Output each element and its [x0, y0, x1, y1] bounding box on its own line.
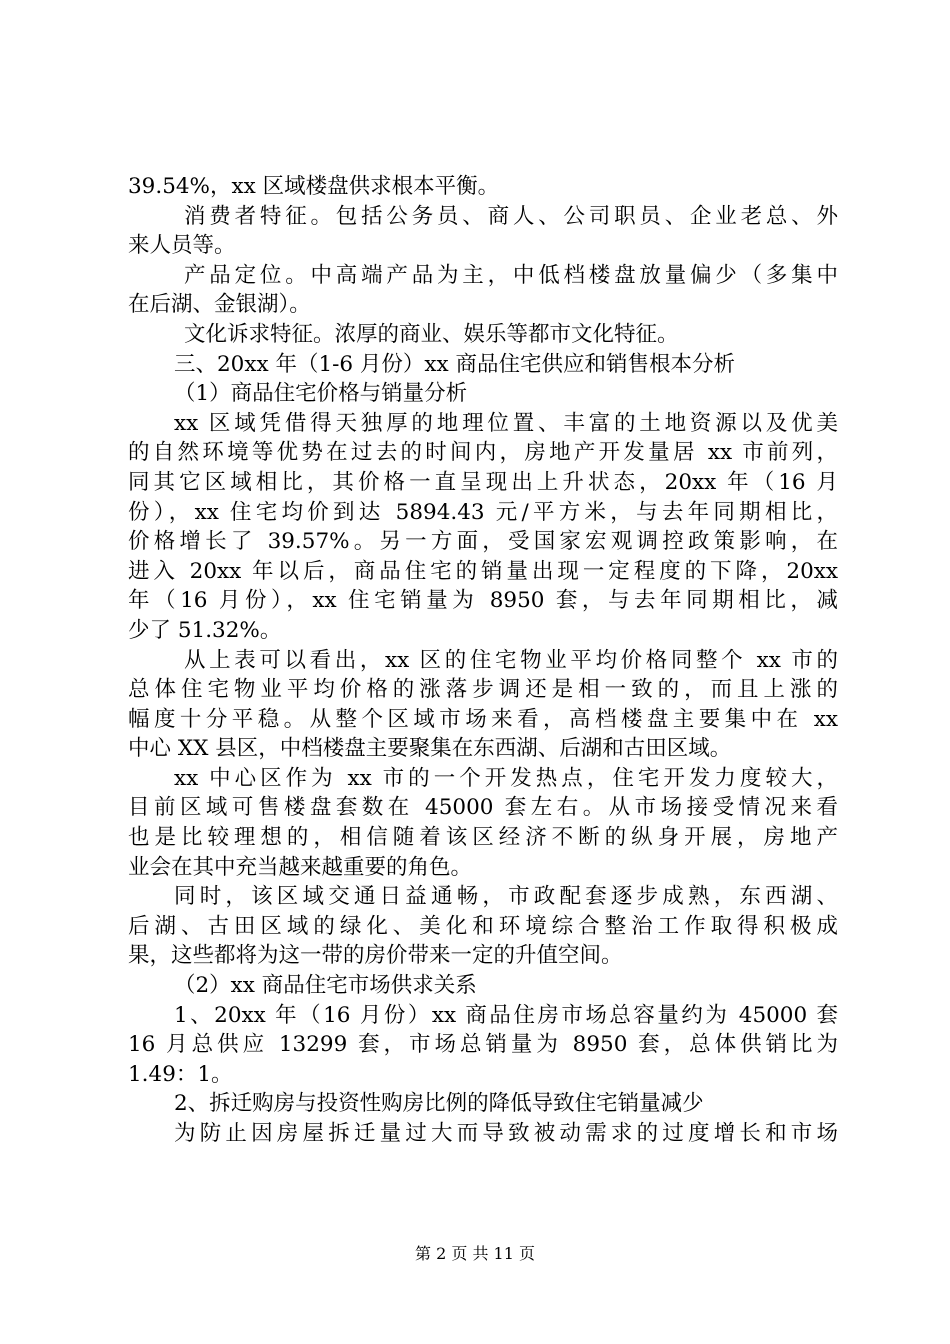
text-line: 39.54%，xx 区域楼盘供求根本平衡。 [128, 174, 500, 199]
text-line: 幅度十分平稳。从整个区域市场来看，高档楼盘主要集中在 xx [128, 706, 838, 732]
text-line: 从上表可以看出，xx 区的住宅物业平均价格同整个 xx 市的 [184, 647, 838, 673]
text-line: 同其它区域相比，其价格一直呈现出上升状态，20xx 年（16 月 [128, 469, 838, 495]
section-heading: 三、20xx 年（1-6 月份）xx 商品住宅供应和销售根本分析 [174, 351, 735, 377]
text-line: 的自然环境等优势在过去的时间内，房地产开发量居 xx 市前列， [128, 440, 838, 466]
text-line: 1、20xx 年（16 月份）xx 商品住房市场总容量约为 45000 套 [174, 1002, 838, 1028]
text-line: 文化诉求特征。浓厚的商业、娱乐等都市文化特征。 [184, 321, 679, 347]
text-line: 果，这些都将为这一带的房价带来一定的升值空间。 [128, 943, 623, 969]
text-line: 中心 XX 县区，中档楼盘主要聚集在东西湖、后湖和古田区域。 [128, 736, 732, 762]
text-line: 16 月总供应 13299 套，市场总销量为 8950 套，总体供销比为 [128, 1032, 838, 1058]
text-line: 进入 20xx 年以后，商品住宅的销量出现一定程度的下降，20xx [128, 558, 838, 584]
text-line: 消费者特征。包括公务员、商人、公司职员、企业老总、外 [184, 203, 838, 229]
page-number: 第 2 页 共 11 页 [415, 1244, 535, 1263]
page-footer [0, 1244, 950, 1264]
text-line: 业会在其中充当越来越重要的角色。 [128, 854, 473, 880]
text-line: xx 中心区作为 xx 市的一个开发热点，住宅开发力度较大， [174, 765, 838, 791]
text-line: 也是比较理想的，相信随着该区经济不断的纵身开展，房地产 [128, 825, 838, 851]
text-line: 产品定位。中高端产品为主，中低档楼盘放量偏少（多集中 [184, 262, 838, 288]
text-line: 总体住宅物业平均价格的涨落步调还是相一致的，而且上涨的 [128, 677, 838, 703]
document-body [128, 172, 838, 1149]
text-line: 2、拆迁购房与投资性购房比例的降低导致住宅销量减少 [174, 1091, 704, 1117]
text-line: 份），xx 住宅均价到达 5894.43 元/平方米，与去年同期相比， [128, 499, 838, 525]
text-line: 价格增长了 39.57%。另一方面，受国家宏观调控政策影响，在 [128, 529, 838, 555]
text-line: 1.49：1。 [128, 1061, 233, 1087]
text-line: 少了 51.32%。 [128, 617, 282, 643]
text-line: 后湖、古田区域的绿化、美化和环境综合整治工作取得积极成 [128, 913, 838, 939]
text-line: 在后湖、金银湖）。 [128, 292, 311, 318]
text-line: 为防止因房屋拆迁量过大而导致被动需求的过度增长和市场 [174, 1121, 838, 1146]
text-line: 年（16 月份），xx 住宅销量为 8950 套，与去年同期相比，减 [128, 588, 838, 614]
text-line: xx 区域凭借得天独厚的地理位置、丰富的土地资源以及优美 [174, 410, 838, 436]
text-line: 来人员等。 [128, 233, 236, 259]
subsection-heading: （1）商品住宅价格与销量分析 [174, 381, 468, 407]
text-line: 同时，该区域交通日益通畅，市政配套逐步成熟，东西湖、 [174, 884, 838, 910]
subsection-heading: （2）xx 商品住宅市场供求关系 [174, 973, 477, 999]
text-line: 目前区域可售楼盘套数在 45000 套左右。从市场接受情况来看 [128, 795, 838, 821]
